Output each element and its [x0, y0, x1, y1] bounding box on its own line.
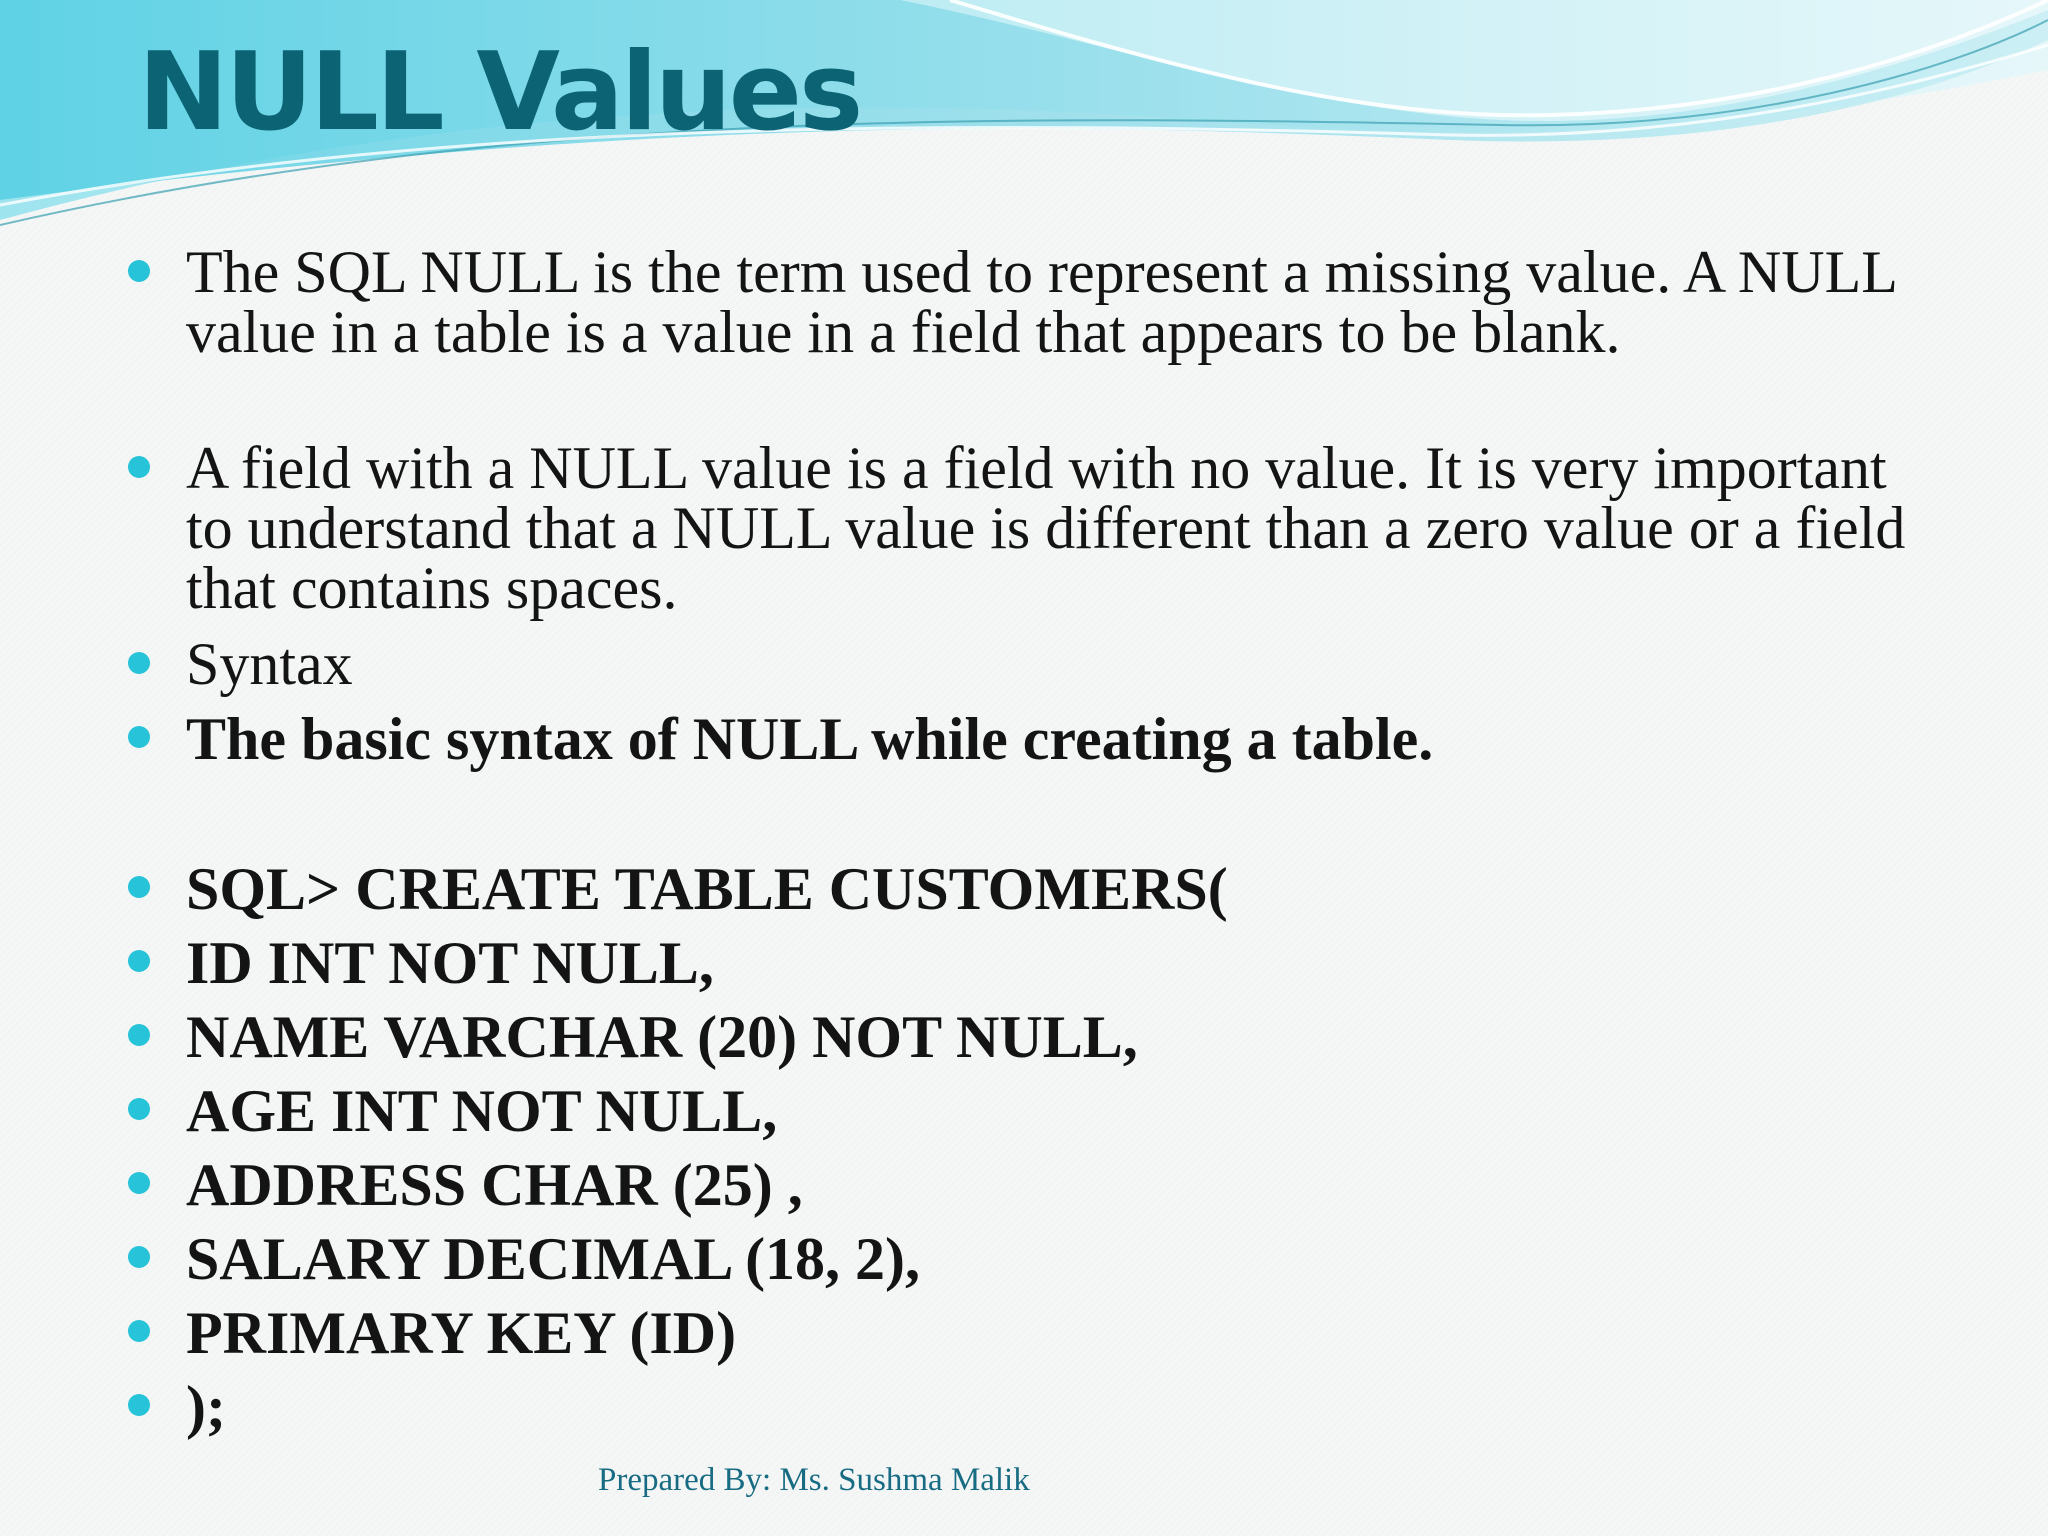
bullet-text: The SQL NULL is the term used to represent a missing value. A NULL value in a table is a value in a field that appears to be blank. [186, 239, 1896, 365]
bullet-dot-icon [128, 876, 150, 898]
code-line: NAME VARCHAR (20) NOT NULL, [186, 1004, 1138, 1070]
code-line: ); [186, 1374, 226, 1440]
bullet-dot-icon [128, 1024, 150, 1046]
bullet-text: The basic syntax of NULL while creating a table. [186, 706, 1434, 772]
list-item [186, 702, 1906, 776]
bullet-dot-icon [128, 1394, 150, 1416]
list-item [186, 1370, 1906, 1444]
bullet-dot-icon [128, 1098, 150, 1120]
list-item [186, 1074, 1906, 1148]
code-line: ADDRESS CHAR (25) , [186, 1152, 803, 1218]
bullet-dot-icon [128, 260, 150, 282]
footer-credit: Prepared By: Ms. Sushma Malik [598, 1462, 1030, 1498]
slide-title: NULL Values [138, 30, 861, 155]
list-item [186, 852, 1906, 926]
bullet-dot-icon [128, 652, 150, 674]
list-item [186, 1000, 1906, 1074]
list-item [186, 1222, 1906, 1296]
list-item [186, 1296, 1906, 1370]
bullet-dot-icon [128, 456, 150, 478]
bullet-dot-icon [128, 950, 150, 972]
list-item [186, 239, 1906, 365]
list-item [186, 631, 1906, 697]
list-item [186, 926, 1906, 1000]
code-line: AGE INT NOT NULL, [186, 1078, 778, 1144]
code-line: SQL> CREATE TABLE CUSTOMERS( [186, 856, 1228, 922]
code-line: ID INT NOT NULL, [186, 930, 714, 996]
list-item [186, 1148, 1906, 1222]
bullet-dot-icon [128, 1172, 150, 1194]
code-line: PRIMARY KEY (ID) [186, 1300, 737, 1366]
list-item [186, 435, 1906, 621]
bullet-dot-icon [128, 1320, 150, 1342]
bullet-dot-icon [128, 1246, 150, 1268]
code-line: SALARY DECIMAL (18, 2), [186, 1226, 921, 1292]
bullet-dot-icon [128, 726, 150, 748]
bullet-text: Syntax [186, 631, 353, 697]
bullet-text: A field with a NULL value is a field with no value. It is very important to understand that a NULL value is different than a zero value or a field that contains spaces. [186, 435, 1906, 621]
